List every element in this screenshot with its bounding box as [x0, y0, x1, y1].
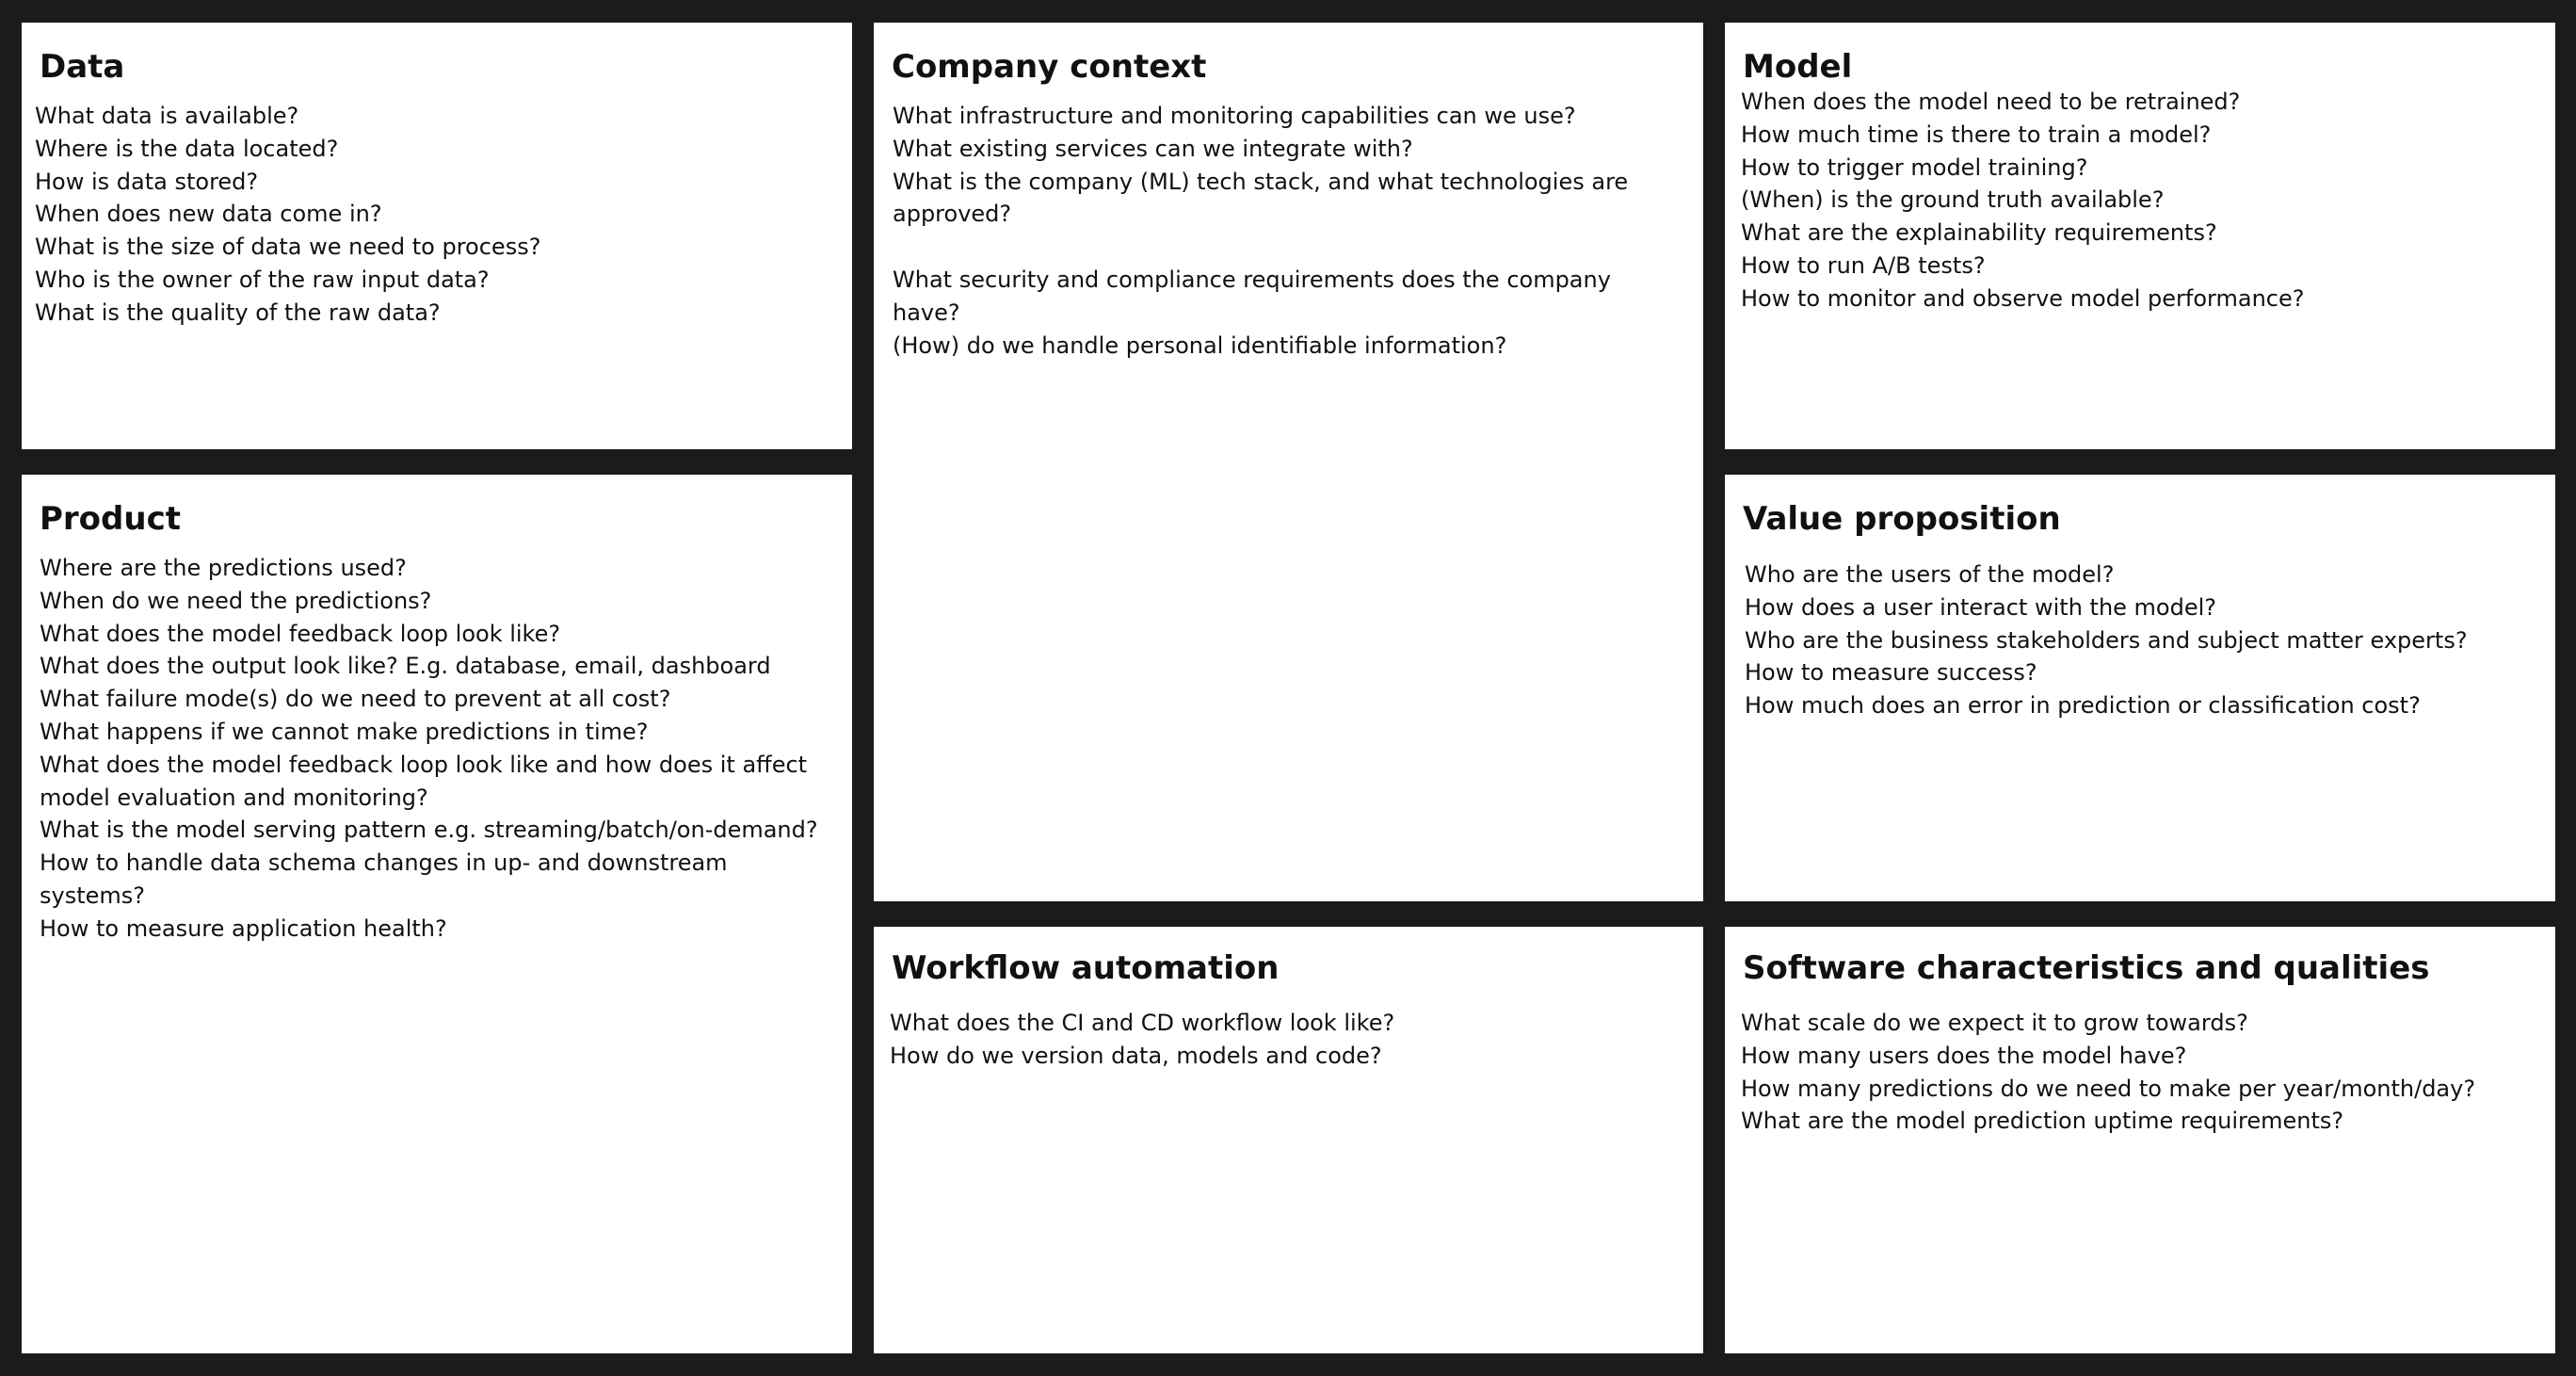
question-list	[1741, 86, 2541, 316]
question-item: What is the company (ML) tech stack, and what technologies are approved?	[893, 168, 1629, 228]
workflow-automation-panel	[874, 927, 1703, 1353]
question-item: What is the quality of the raw data?	[35, 299, 441, 326]
question-item: How many users does the model have?	[1741, 1042, 2187, 1069]
panel-title: Workflow automation	[892, 949, 1280, 987]
question-item: What is the model serving pattern e.g. streaming/batch/on-demand?	[40, 817, 818, 844]
question-item: Where is the data located?	[35, 135, 339, 162]
panel-title: Model	[1743, 48, 1853, 86]
question-item: (When) is the ground truth available?	[1741, 186, 2165, 214]
value-proposition-panel	[1725, 475, 2555, 901]
question-item: What data is available?	[35, 103, 299, 129]
question-item: What scale do we expect it to grow towards?	[1741, 1010, 2248, 1036]
question-list	[35, 100, 835, 330]
panel-title: Company context	[892, 48, 1207, 86]
question-item: What does the output look like? E.g. database, email, dashboard	[40, 653, 771, 680]
product-panel	[22, 475, 852, 1353]
question-list	[1741, 1007, 2541, 1138]
question-item: What happens if we cannot make predictions in time?	[40, 718, 649, 745]
question-item: What infrastructure and monitoring capabilities can we use?	[893, 103, 1576, 129]
blank-line	[893, 231, 1679, 264]
panel-title: Software characteristics and qualities	[1743, 949, 2430, 987]
question-item: What existing services can we integrate with?	[893, 135, 1413, 162]
question-item: When do we need the predictions?	[40, 587, 432, 614]
model-panel	[1725, 23, 2555, 449]
question-list	[1745, 558, 2545, 722]
question-item: How to handle data schema changes in up- and downstream systems?	[40, 850, 728, 909]
question-item: When does new data come in?	[35, 201, 382, 228]
question-item: Who are the users of the model?	[1745, 561, 2115, 588]
panel-title: Value proposition	[1743, 500, 2061, 538]
question-item: How to trigger model training?	[1741, 154, 2088, 181]
question-item: Who is the owner of the raw input data?	[35, 266, 490, 293]
company-context-panel	[874, 23, 1703, 901]
question-item: (How) do we handle personal identifiable information?	[893, 332, 1507, 359]
question-item: What is the size of data we need to process?	[35, 234, 541, 261]
question-item: What does the model feedback loop look like?	[40, 620, 561, 647]
question-item: What failure mode(s) do we need to prevent at all cost?	[40, 686, 671, 713]
question-list	[893, 100, 1679, 362]
question-item: How to run A/B tests?	[1741, 251, 1986, 279]
question-item: How to monitor and observe model performance?	[1741, 284, 2305, 312]
question-item: Who are the business stakeholders and subject matter experts?	[1745, 626, 2468, 654]
data-panel	[22, 23, 852, 449]
question-item: What does the CI and CD workflow look like?	[890, 1010, 1395, 1036]
panel-title: Data	[40, 48, 125, 86]
question-item: How is data stored?	[35, 168, 259, 195]
question-item: What are the explainability requirements?	[1741, 219, 2217, 247]
question-item: When does the model need to be retrained?	[1741, 89, 2241, 115]
question-item: How to measure success?	[1745, 659, 2037, 687]
question-list	[890, 1007, 1690, 1073]
panel-title: Product	[40, 500, 181, 538]
question-item: What security and compliance requirements does the company have?	[893, 266, 1611, 326]
question-item: How do we version data, models and code?	[890, 1042, 1382, 1069]
question-list	[40, 552, 840, 946]
question-item: What does the model feedback loop look like and how does it affect model evaluation and monitoring?	[40, 751, 808, 811]
software-characteristics-panel	[1725, 927, 2555, 1353]
question-item: How much does an error in prediction or classification cost?	[1745, 692, 2421, 720]
question-item: How to measure application health?	[40, 915, 447, 942]
question-item: Where are the predictions used?	[40, 555, 407, 581]
question-item: How many predictions do we need to make per year/month/day?	[1741, 1075, 2476, 1102]
question-item: How does a user interact with the model?	[1745, 593, 2217, 621]
question-item: What are the model prediction uptime requirements?	[1741, 1108, 2344, 1135]
question-item: How much time is there to train a model?	[1741, 121, 2212, 148]
